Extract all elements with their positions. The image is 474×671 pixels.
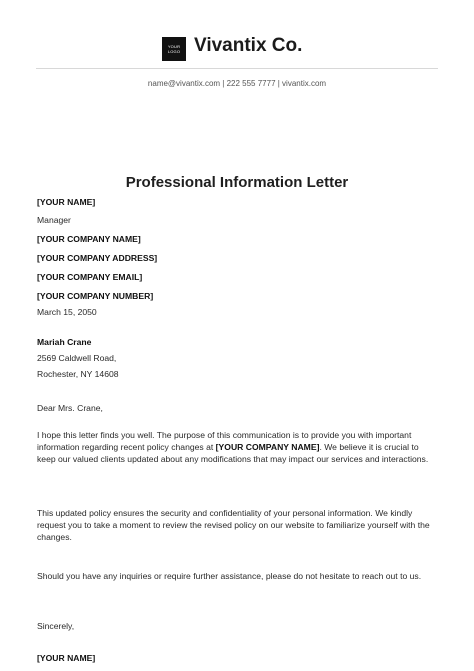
sender-company-email: [YOUR COMPANY EMAIL] <box>37 272 143 282</box>
sender-name: [YOUR NAME] <box>37 197 96 207</box>
sender-position: Manager <box>37 215 71 225</box>
paragraph-1-company-placeholder: [YOUR COMPANY NAME] <box>215 442 320 452</box>
paragraph-1-text-start: I hope this letter finds you well. The purpose of this communication is to provide you with important information regarding recent policy changes at <box>37 430 412 452</box>
paragraph-1 <box>37 429 437 465</box>
paragraph-3: Should you have any inquiries or require further assistance, please do not hesitate to reach out to us. <box>37 571 422 581</box>
header-divider <box>36 68 438 69</box>
paragraph-2: This updated policy ensures the security and confidentiality of your personal information. We kindly request you to take a moment to review the revised policy on our website to familiarize yourself with the changes. <box>37 508 430 542</box>
signature-name: [YOUR NAME] <box>37 653 96 663</box>
letter-date: March 15, 2050 <box>37 307 97 317</box>
letter-title: Professional Information Letter <box>125 174 349 191</box>
sender-company-name: [YOUR COMPANY NAME] <box>37 234 141 244</box>
letterhead <box>0 0 474 100</box>
closing: Sincerely, <box>37 621 75 631</box>
sender-company-number: [YOUR COMPANY NUMBER] <box>37 291 154 301</box>
paragraph-1-text-end: . We believe it is crucial to keep our valued clients updated about any modifications that may impact our services and interactions. <box>37 442 429 464</box>
company-logo <box>162 37 186 61</box>
company-name: Vivantix Co. <box>194 35 303 56</box>
recipient-city: Rochester, NY 14608 <box>37 369 119 379</box>
sender-company-address: [YOUR COMPANY ADDRESS] <box>37 253 158 263</box>
contact-line: name@vivantix.com | 222 555 7777 | vivantix.com <box>147 79 327 88</box>
recipient-street: 2569 Caldwell Road, <box>37 353 117 363</box>
logo-text: YOUR LOGO <box>167 44 181 54</box>
recipient-name: Mariah Crane <box>37 337 92 347</box>
salutation: Dear Mrs. Crane, <box>37 403 103 413</box>
